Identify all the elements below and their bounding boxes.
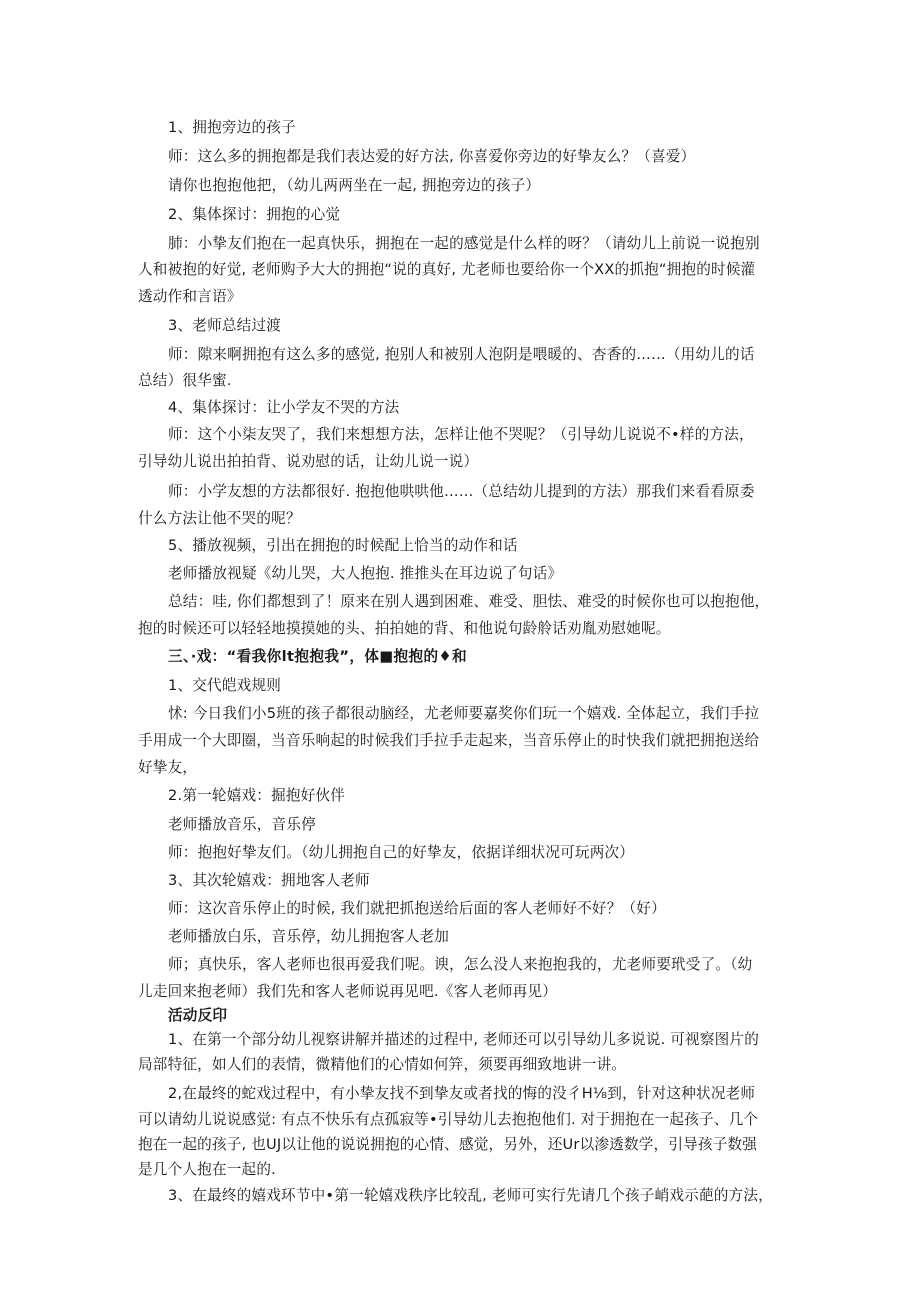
text-line: 3、老师总结过渡 bbox=[168, 317, 282, 334]
text-line: 手用成一个大即圈，当音乐响起的时候我们手拉手走起来，当音乐停止的时快我们就把拥抱送给 bbox=[138, 732, 760, 749]
text-line: 人和被抱的好觉, 老师购予大大的拥抱“说的真好, 尤老师也要给你一个XX的抓抱“拥抱的时候灌 bbox=[138, 261, 756, 278]
text-line: 抱在一起的孩子, 也UJ以让他的说说拥抱的心情、感觉，另外，还Ur以渗透数学，引导孩子数强 bbox=[138, 1136, 758, 1153]
text-line: 好挚友， bbox=[138, 759, 198, 776]
text-line: 老师播放视疑《幼儿哭，大人抱抱. 推推头在耳边说了句话》 bbox=[168, 565, 563, 582]
text-line: 师：抱抱好挚友们。（幼儿拥抱自己的好挚友，依据详细状况可玩两次） bbox=[168, 844, 635, 861]
text-line: 1、拥抱旁边的孩子 bbox=[168, 119, 296, 136]
text-line: 儿走回来抱老师）我们先和客人老师说再见吧.《客人老师再见） bbox=[138, 983, 558, 1000]
text-line: 抱的时候还可以轻轻地摸摸她的头、拍拍她的背、和他说句龄舲话劝胤劝慰她呢。 bbox=[138, 620, 671, 637]
text-line: 5、播放视频，引出在拥抱的时候配上恰当的动作和话 bbox=[168, 537, 518, 554]
text-line: 局部特征，如人们的表情，微精他们的心情如何笄，须要再细致地讲一讲。 bbox=[138, 1056, 627, 1073]
text-line: 1、交代皑戏规则 bbox=[168, 677, 282, 694]
text-line: 2、集体探讨：拥抱的心觉 bbox=[168, 206, 341, 223]
text-line: 4、集体探讨：让小学友不哭的方法 bbox=[168, 399, 400, 416]
text-line: 师；真快乐，客人老师也很再爱我们呢。谀，怎么没人来抱抱我的，尤老师要玳受了。（幼 bbox=[168, 956, 753, 973]
text-line: 透动作和言语》 bbox=[138, 288, 242, 305]
text-line: 师：隙来啊拥抱有这么多的感觉, 抱别人和被别人泡阴是喂暖的、杏香的……（用幼儿的话 bbox=[168, 346, 755, 363]
text-line: 师：这次音乐停止的时候, 我们就把抓抱送给后面的客人老师好不好？（好） bbox=[168, 900, 666, 917]
text-line: 引导幼儿说出拍拍背、说劝慰的话，让幼儿说一说） bbox=[138, 453, 479, 470]
text-line: 师：这么多的拥抱都是我们表达爱的好方法, 你喜爱你旁边的好挚友么？（喜爱） bbox=[168, 148, 696, 165]
text-line: 什么方法让他不哭的呢？ bbox=[138, 510, 301, 527]
text-line: 2,在最终的蛇戏过程中，有小挚友找不到挚友或者找的悔的没彳H⅛到，针对这种状况老师 bbox=[168, 1085, 756, 1102]
text-line: 请你也抱抱他把，（幼儿两两坐在一起, 拥抱旁边的孩子） bbox=[168, 177, 541, 194]
text-line: 肺：小挚友们抱在一起真快乐，拥抱在一起的感觉是什么样的呀？（请幼儿上前说一说抱别 bbox=[168, 235, 760, 252]
section-heading: 活动反印 bbox=[168, 1007, 228, 1024]
text-line: 师：小学友想的方法都很好. 抱抱他哄哄他……（总结幼儿提到的方法）那我们来看看原委 bbox=[168, 483, 755, 500]
text-line: 怵: 今日我们小5班的孩子都很动脑经，尤老师要嘉奖你们玩一个嬉戏. 全体起立，我们手拉 bbox=[168, 705, 760, 722]
text-line: 可以请幼儿说说感觉: 有点不快乐有点孤寂等•引导幼儿去抱抱他们. 对于拥抱在一起孩子、几个 bbox=[138, 1111, 759, 1128]
text-line: 总结）很华蜜. bbox=[138, 372, 232, 389]
text-line: 3、其次轮嬉戏：拥地客人老师 bbox=[168, 872, 370, 889]
text-line: 总结：哇, 你们都想到了！原来在别人遇到困难、难受、胆怯、难受的时候你也可以抱抱他， bbox=[168, 593, 770, 610]
text-line: 老师播放音乐，音乐停 bbox=[168, 816, 316, 833]
text-line: 3、在最终的嬉戏环节中•第一轮嬉戏秩序比较乱, 老师可实行先请几个孩子峭戏示葩的方法， bbox=[168, 1187, 773, 1204]
text-line: 老师播放白乐，音乐停，幼儿拥抱客人老加 bbox=[168, 928, 450, 945]
text-line: 1、在第一个部分幼儿视察讲解并描述的过程中, 老师还可以引导幼儿多说说. 可视察图片的 bbox=[168, 1031, 760, 1048]
text-line: 2.第一轮嬉戏：掘抱好伙伴 bbox=[168, 787, 346, 804]
text-line: 是几个人抱在一起的. bbox=[138, 1161, 276, 1178]
section-heading: 三、·戏：“看我你lt抱抱我”，体■抱抱的♦和 bbox=[168, 648, 467, 665]
text-line: 师：这个小柒友哭了，我们来想想方法，怎样让他不哭呢？（引导幼儿说说不•样的方法， bbox=[168, 426, 754, 443]
